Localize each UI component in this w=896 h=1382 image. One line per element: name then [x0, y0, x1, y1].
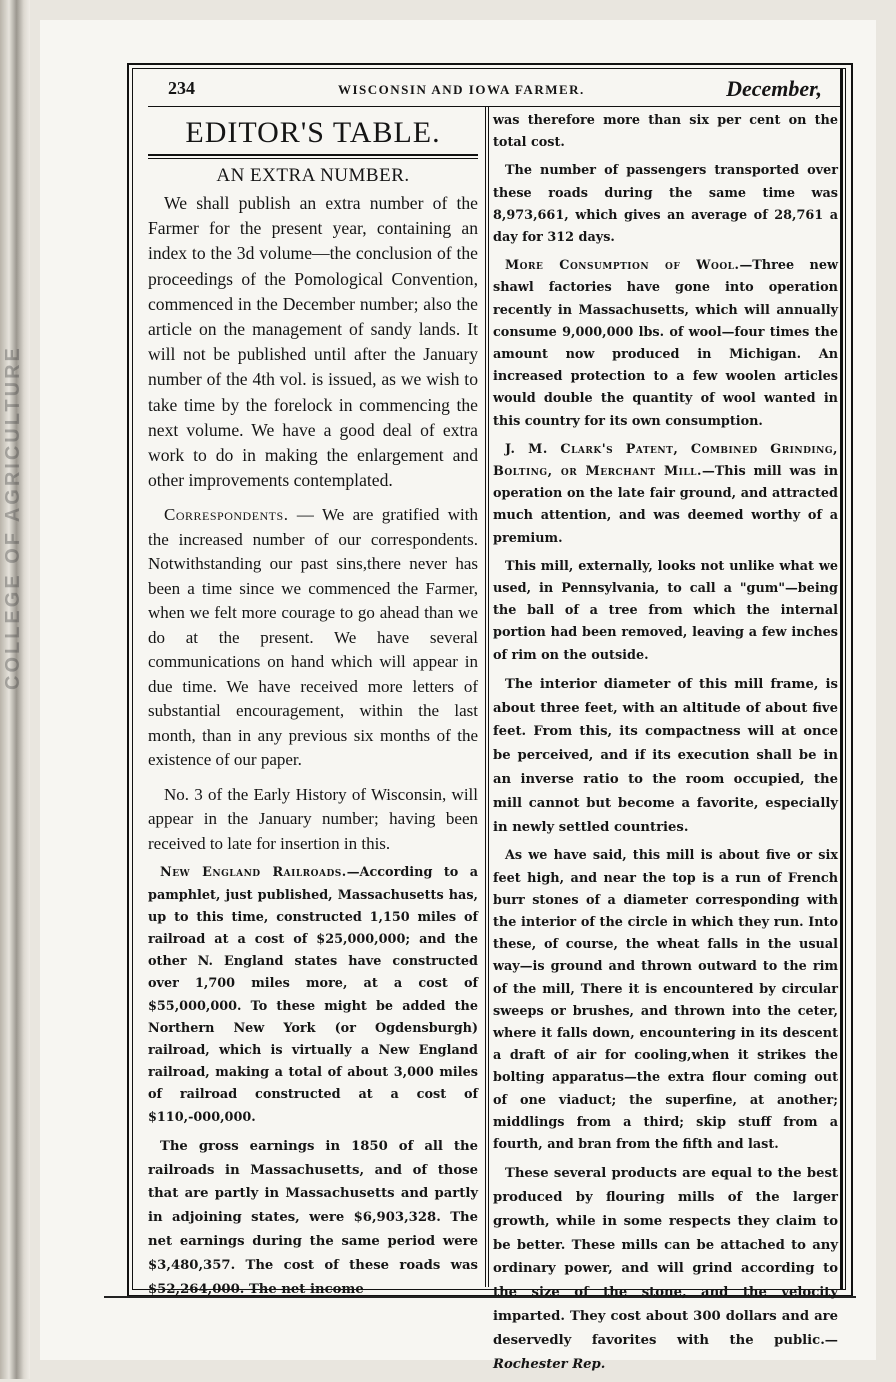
section-title: EDITOR'S TABLE. — [185, 116, 441, 149]
article-title-extra-number: AN EXTRA NUMBER. — [216, 165, 410, 186]
source-attribution: Rochester Rep. — [493, 1356, 606, 1372]
running-header — [148, 72, 828, 106]
left-column — [148, 110, 478, 1307]
mill-products-body: These several products are equal to the best produced by flouring mills of the larger growth, while in some respects they claim to be better. These mills can be attached to any ordinary power, and will grind according to the size of the stone, and the velocity imparted. They cost about 300 dollars and are deservedly favorites with the public.— — [493, 1166, 838, 1348]
page-number: 234 — [168, 78, 195, 98]
running-title: WISCONSIN AND IOWA FARMER. — [338, 82, 585, 97]
title-rule — [148, 154, 478, 159]
mill-diameter-paragraph: The interior diameter of this mill frame, is about three feet, with an altitude of about five feet. From this, its compactness will at once be perceived, and if its execution shall be in an inverse ratio to the room occupied, the mill cannot but become a favorite, especially in newly settled countries. — [493, 676, 838, 835]
issue-month: December, — [726, 76, 822, 101]
wool-heading: More Consumption of Wool. — [505, 258, 740, 274]
mill-operation-paragraph: As we have said, this mill is about five or six feet high, and near the top is a run of French burr stones of a diameter corresponding with the interior of the circle in which they run. Into these, of course, the wheat falls in the usual way—is ground and thrown outward to the rim of the mill, There it is encountered by circular sweeps or brushes, and thrown into the ceter, where it falls down, encountering in its descent a draft of air for cooling,when it strikes the bolting apparatus—the extra flour coming out of one viaduct; the superfine, at another; middlings from a third; skip stuff from a fourth, and bran from the fifth and last. — [493, 848, 838, 1153]
binding-stamp: COLLEGE OF AGRICULTURE — [2, 345, 24, 690]
mill-heading: J. M. Clark's Patent, Combined Grinding, Bolting, or Merchant Mill. — [493, 441, 838, 480]
net-income-continuation: was therefore more than six per cent on the total cost. — [493, 113, 838, 151]
railroads-heading: New England Railroads. — [160, 865, 347, 881]
railroads-body: —According to a pamphlet, just published, Massachusetts has, up to this time, constructed 1,150 miles of railroad at a cost of $25,000,000; and the other N. England states have constructed over 1,700 miles more, at a cost of $55,000,000. To these might be added the Northern New York (or Ogdensburgh) railroad, which is virtually a New England railroad, making a total of about 3,000 miles of railroad constructed at a cost of $110,-000,000. — [148, 865, 478, 1125]
correspondents-paragraph — [148, 503, 478, 773]
mill-gum-paragraph: This mill, externally, looks not unlike what we used, in Pennsylvania, to call a "gum"—being the ball of a tree from which the internal portion had been removed, leaving a few inches of rim on the outside. — [493, 558, 838, 663]
gross-earnings-paragraph: The gross earnings in 1850 of all the railroads in Massachusetts, and of those that are partly in Massachusetts and partly in adjoining states, were $6,903,328. The net earnings during the same period were $3,480,357. The cost of these roads was $52,264,000. The net income — [148, 1138, 478, 1297]
early-history-paragraph: No. 3 of the Early History of Wisconsin, will appear in the January number; having been received to late for insertion in this. — [148, 784, 478, 853]
mill-paragraph — [493, 439, 838, 550]
column-divider-secondary — [488, 107, 489, 1287]
wool-paragraph — [493, 255, 838, 433]
column-divider — [485, 107, 486, 1287]
correspondents-heading: Correspondents. — [164, 505, 289, 525]
extra-number-paragraph: We shall publish an extra number of the Farmer for the present year, containing an index to the 3d volume—the conclusion of the proceedings of the Pomological Convention, commenced in the December number; also the article on the management of sandy lands. It will not be published until after the January number of the 4th vol. is issued, as we wish to take time by the forelock in commencing the next volume. We have a good deal of extra work to do in making the enlargement and other improvements contemplated. — [148, 193, 478, 491]
header-rule — [148, 106, 840, 107]
page-frame-right-edge — [840, 68, 843, 1290]
passengers-paragraph: The number of passengers transported over these roads during the same time was 8,973,661, which gives an average of 28,761 a day for 312 days. — [493, 163, 838, 246]
mill-body: —This mill was in operation on the late fair ground, and attracted much attention, and was deemed worthy of a premium. — [493, 464, 839, 546]
book-binding — [0, 0, 30, 1379]
right-column — [493, 110, 838, 1382]
railroads-paragraph — [148, 862, 478, 1128]
mill-products-paragraph — [493, 1162, 838, 1376]
wool-body: —Three new shawl factories have gone into operation recently in Massachusetts, which will annually consume 9,000,000 lbs. of wool—four times the amount now produced in Michigan. An increased protection to a few woolen articles would double the quantity of wool wanted in this country for its own consumption. — [493, 258, 838, 429]
correspondents-body: — We are gratified with the increased number of our correspondents. Notwithstanding our past sins,there never has been a time since we commenced the Farmer, when we felt more courage to go ahead than we do at the present. We have several communications on hand which will appear in due time. We have received more letters of substantial encouragement, within the last month, than in any previous six months of the existence of our paper. — [148, 505, 478, 770]
